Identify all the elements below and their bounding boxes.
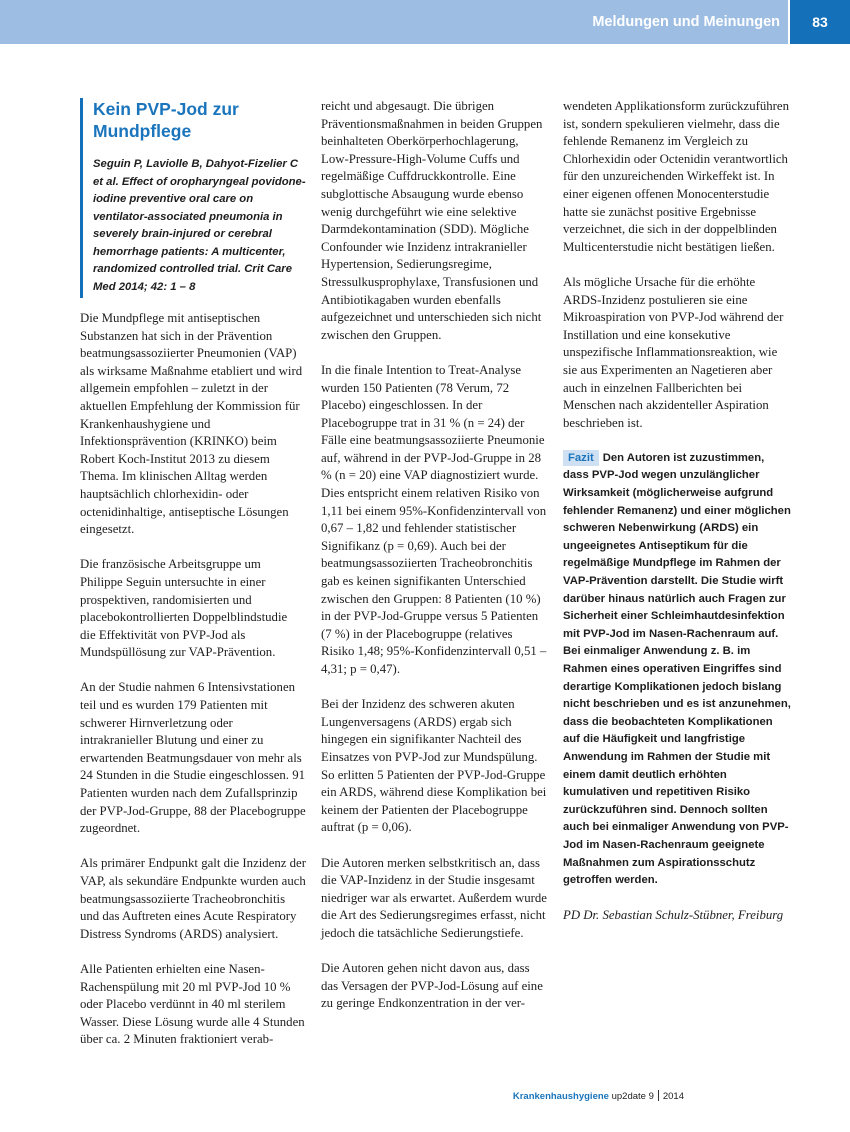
column-2 bbox=[321, 98, 547, 1013]
paragraph: Die Autoren merken selbstkritisch an, dass die VAP-Inzidenz in der Studie insgesamt niedriger war als erwartet. Außerdem wurde die Art des Sedierungsregimes erfasst, nicht jedoch die tatsächliche Sedierungstiefe. bbox=[321, 855, 547, 940]
paragraph: In die finale Intention to Treat-Analyse wurden 150 Patienten (78 Verum, 72 Placebo) eingeschlossen. In der Placebogruppe trat in 31 % (n = 24) der Fälle eine beatmungsassoziierte Pneumonie auf, während in der PVP-Jod-Gruppe in 28 % (n = 20) eine VAP diagnostiziert wurde. Dies entspricht einem relativen Risiko von 1,11 bei einem 95%-Konfidenzintervall von 0,67 – 1,82 und fehlender statistischer Signifikanz (p = 0,69). Auch bei der beatmungsassoziierten Tracheobronchitis gab es keinen signifikanten Unterschied zwischen den Gruppen: 8 Patienten (10 %) in der PVP-Jod-Gruppe versus 5 Patienten (7 %) in der Placebogruppe (relatives Risiko 1,48; 95%-Konfidenzintervall 0,51 – 4,31; p = 0,47). bbox=[321, 362, 547, 676]
paragraph: An der Studie nahmen 6 Intensivstationen teil und es wurden 179 Patienten mit schwerer Hirnverletzung oder intrakranieller Blutung und einer zu erwartenden Beatmungsdauer von mehr als 24 Stunden in die Studie eingeschlossen. 91 Patienten wurden nach dem Zufallsprinzip der PVP-Jod-Gruppe, 88 der Placebogruppe zugeordnet. bbox=[80, 680, 306, 836]
page-footer bbox=[513, 1090, 684, 1102]
paragraph: Bei der Inzidenz des schweren akuten Lungenversagens (ARDS) ergab sich hingegen ein signifikanter Nachteil des Einsatzes von PVP-Jod zur Mundspülung. So erlitten 5 Patienten der PVP-Jod-Gruppe ein ARDS, während diese Komplikation bei keinem der Patienten der Placebogruppe auftrat (p = 0,06). bbox=[321, 697, 547, 835]
footer-divider bbox=[658, 1090, 659, 1101]
article-title: Kein PVP-Jod zur Mundpflege bbox=[93, 99, 239, 141]
paragraph: Als mögliche Ursache für die erhöhte ARDS-Inzidenz postulieren sie eine Mikroaspiration von PVP-Jod während der Instillation und eine konsekutive unspezifische Inflammationsreaktion, wie sie aus Experimenten an Nagetieren aber auch in einzelnen Fallberichten bei Menschen nach akzidenteller Aspiration beschrieben ist. bbox=[563, 274, 784, 430]
article-citation: Seguin P, Laviolle B, Dahyot-Fizelier C et al. Effect of oropharyngeal povidone-iodine preventive oral care on ventilator-associated pneumonia in severely brain-injured or cerebral hemorrhage patients: A multicenter, randomized controlled trial. Crit Care Med 2014; 42: 1 – 8 bbox=[93, 158, 306, 293]
page-number: 83 bbox=[790, 0, 850, 44]
conclusion bbox=[563, 450, 791, 890]
paragraph: Die Autoren gehen nicht davon aus, dass das Versagen der PVP-Jod-Lösung auf eine zu geringe Endkonzentration in der ver- bbox=[321, 961, 543, 1011]
column-3 bbox=[563, 98, 791, 943]
paragraph: Die französische Arbeitsgruppe um Philippe Seguin untersuchte in einer prospektiven, randomisierten und placebokontrollierten Doppelblindstudie die Effektivität von PVP-Jod als Mundspüllösung zur VAP-Prävention. bbox=[80, 557, 288, 660]
conclusion-text: Den Autoren ist zuzustimmen, dass PVP-Jod wegen unzulänglicher Wirksamkeit (möglicherweise aufgrund fehlender Remanenz) und einer möglichen schweren Nebenwirkung (ARDS) ein ungeeignetes Antiseptikum für die regelmäßige Mundpflege im Rahmen der VAP-Prävention darstellt. Die Studie wirft darüber hinaus natürlich auch Fragen zur Sicherheit einer Schleimhautdesinfektion mit PVP-Jod im Nasen-Rachenraum auf. Bei einmaliger Anwendung z. B. im Rahmen eines operativen Eingriffes sind derartige Komplikationen jedoch bislang nicht beschrieben und es ist anzunehmen, dass die beobachteten Komplikationen auf die Häufigkeit und langfristige Anwendung im Rahmen der Studie mit einem damit deutlich erhöhten kumulativen und repetitiven Risiko zurückzuführen sind. Dennoch sollten auch bei einmaliger Anwendung von PVP-Jod im Nasen-Rachenraum geeignete Maßnahmen zum Aspirationsschutz getroffen werden. bbox=[563, 451, 791, 887]
paragraph: Als primärer Endpunkt galt die Inzidenz der VAP, als sekundäre Endpunkte wurden auch beatmungsassoziierte Tracheobronchitis und das Auftreten eines Acute Respiratory Distress Syndroms (ARDS) analysiert. bbox=[80, 856, 307, 941]
article-title-block bbox=[80, 98, 306, 298]
journal-name: Krankenhaushygiene bbox=[512, 1091, 609, 1102]
journal-issue: up2date 9 bbox=[611, 1091, 654, 1102]
conclusion-label: Fazit bbox=[563, 450, 599, 466]
column-1 bbox=[80, 98, 306, 1049]
paragraph: Alle Patienten erhielten eine Nasen-Rachenspülung mit 20 ml PVP-Jod 10 % oder Placebo verdünnt in 40 ml sterilem Wasser. Diese Lösung wurde alle 4 Stunden über ca. 2 Minuten fraktioniert verab- bbox=[80, 961, 305, 1047]
paragraph: wendeten Applikationsform zurückzuführen ist, sondern spekulieren vielmehr, dass die fehlende Remanenz im Vergleich zu Chlorhexidin oder Octenidin verantwortlich für den unzureichenden Wirkeffekt ist. In einer eigenen offenen Monocenterstudie hatte sie zunächst positive Ergebnisse verzeichnet, die sich in der doppelblinden Multicenterstudie nicht bestätigen ließen. bbox=[563, 99, 790, 254]
journal-year: 2014 bbox=[662, 1091, 684, 1102]
section-title: Meldungen und Meinungen bbox=[592, 14, 780, 30]
paragraph: Die Mundpflege mit antiseptischen Substanzen hat sich in der Prävention beatmungsassoziierter Pneumonien (VAP) als wirksame Maßnahme etabliert und wird allgemein empfohlen – zuletzt in der aktuellen Empfehlung der Kommission für Krankenhaushygiene und Infektionsprävention (KRINKO) beim Robert Koch-Institut 2013 zu diesem Thema. Im klinischen Alltag werden hauptsächlich chlorhexidin- oder octenidinhaltige, antiseptische Lösungen eingesetzt. bbox=[80, 311, 303, 537]
author-signature: PD Dr. Sebastian Schulz-Stübner, Freiburg bbox=[563, 908, 784, 923]
paragraph: reicht und abgesaugt. Die übrigen Präventionsmaßnahmen in beiden Gruppen beinhalteten Oberkörperhochlagerung, Low-Pressure-High-Volume Cuffs und regelmäßige Cuffdruckkontrolle. Eine subglottische Absaugung wurde ebenso wenig durchgeführt wie eine selektive Darmdekontamination (SDD). Mögliche Confounder wie Inzidenz intrakranieller Hypertension, Sedierungsregime, Stressulkusprophylaxe, Transfusionen und Antibiotikagaben wurden ebenfalls aufgezeichnet und unterschieden sich nicht zwischen den Gruppen. bbox=[321, 99, 543, 342]
